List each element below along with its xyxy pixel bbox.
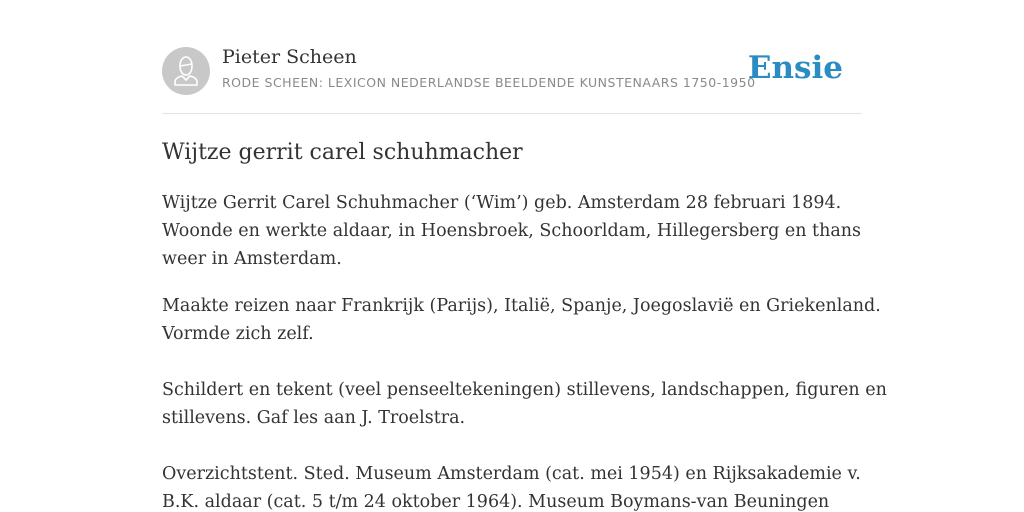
ensie-logo[interactable]: Ensie — [747, 50, 843, 86]
text-line: Overzichtstent. Sted. Museum Amsterdam (cat. mei 1954) en Rijksakademie v. — [162, 464, 861, 484]
text-line: Vormde zich zelf. — [162, 324, 314, 344]
header-divider — [162, 113, 862, 114]
source-title[interactable]: RODE SCHEEN: LEXICON NEDERLANDSE BEELDENDE KUNSTENAARS 1750-1950 — [222, 75, 756, 90]
text-line: B.K. aldaar (cat. 5 t/m 24 oktober 1964). Museum Boymans-van Beuningen — [162, 492, 830, 512]
text-line: Maakte reizen naar Frankrijk (Parijs), Italië, Spanje, Joegoslavië en Griekenland. — [162, 296, 881, 316]
user-placeholder-icon — [162, 47, 210, 95]
text-line: weer in Amsterdam. — [162, 249, 342, 269]
paragraph — [162, 292, 881, 348]
paragraph — [162, 376, 887, 432]
paragraph — [162, 189, 872, 273]
text-line: Woonde en werkte aldaar, in Hoensbroek, Schoorldam, Hillegersberg en thans — [162, 221, 862, 241]
text-line: stillevens. Gaf les aan J. Troelstra. — [162, 408, 466, 428]
author-name[interactable]: Pieter Scheen — [222, 46, 357, 68]
text-line: Schildert en tekent (veel penseeltekeningen) stillevens, landschappen, figuren en — [162, 380, 887, 400]
article — [162, 138, 887, 512]
article-header — [162, 45, 862, 97]
paragraph — [162, 460, 872, 512]
article-body — [162, 189, 887, 512]
article-title: Wijtze gerrit carel schuhmacher — [162, 140, 523, 165]
text-line: Wijtze Gerrit Carel Schuhmacher (‘Wim’) geb. Amsterdam 28 februari 1894. — [162, 193, 842, 213]
